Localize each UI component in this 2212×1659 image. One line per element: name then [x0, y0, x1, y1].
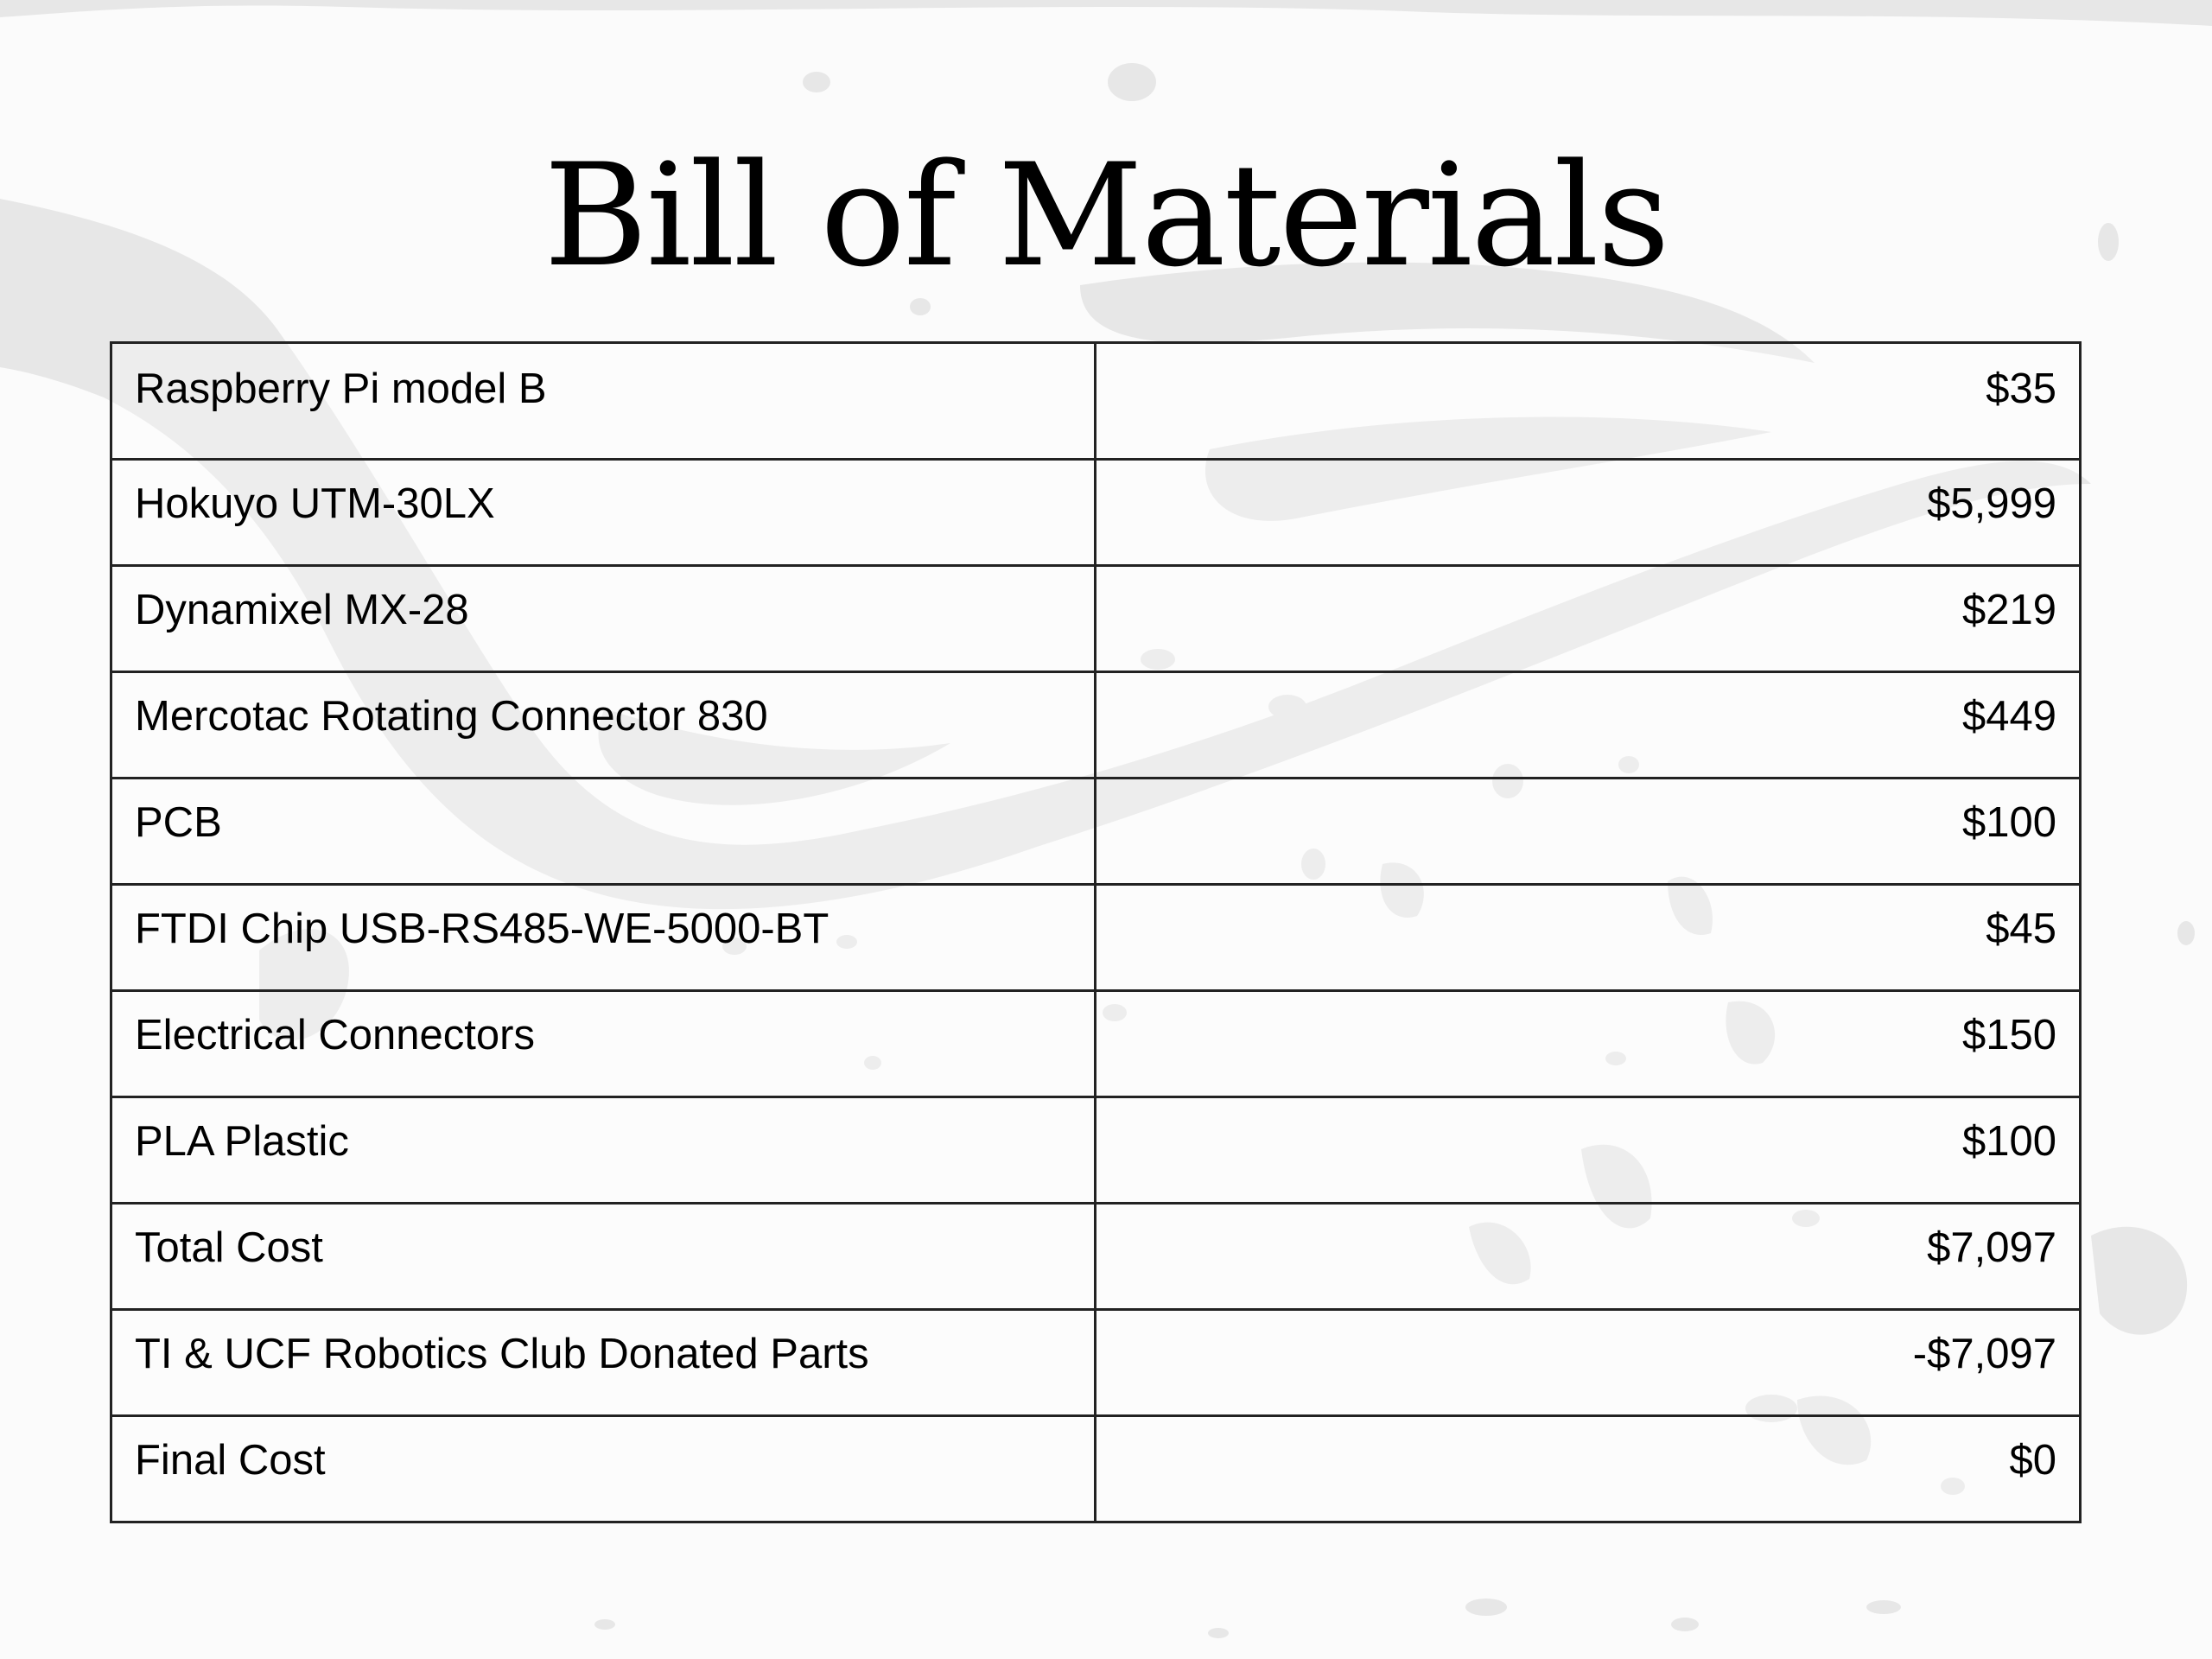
item-cost-cell: $7,097 [1096, 1204, 2081, 1310]
item-cost-cell: $449 [1096, 672, 2081, 779]
table-row [111, 460, 2081, 566]
table-row [111, 343, 2081, 460]
item-name-cell: PCB [111, 779, 1096, 885]
item-cost-cell: $100 [1096, 1097, 2081, 1204]
item-name-cell: Raspberry Pi model B [111, 343, 1096, 460]
total-cost-row [111, 1204, 2081, 1310]
item-name-cell: Final Cost [111, 1416, 1096, 1522]
item-name-cell: Total Cost [111, 1204, 1096, 1310]
item-name-cell: Hokuyo UTM-30LX [111, 460, 1096, 566]
item-name-cell: TI & UCF Robotics Club Donated Parts [111, 1310, 1096, 1416]
item-name-cell: PLA Plastic [111, 1097, 1096, 1204]
item-cost-cell: $100 [1096, 779, 2081, 885]
item-name-cell: Mercotac Rotating Connector 830 [111, 672, 1096, 779]
table-row [111, 885, 2081, 991]
item-name-cell: Dynamixel MX-28 [111, 566, 1096, 672]
item-cost-cell: -$7,097 [1096, 1310, 2081, 1416]
table-row [111, 566, 2081, 672]
table-row [111, 672, 2081, 779]
item-name-cell: Electrical Connectors [111, 991, 1096, 1097]
table-row [111, 779, 2081, 885]
final-cost-row [111, 1416, 2081, 1522]
item-cost-cell: $150 [1096, 991, 2081, 1097]
item-cost-cell: $219 [1096, 566, 2081, 672]
item-cost-cell: $5,999 [1096, 460, 2081, 566]
table-row [111, 1097, 2081, 1204]
bill-of-materials-table [110, 341, 2082, 1523]
slide-title: Bill of Materials [543, 133, 1669, 298]
item-cost-cell: $0 [1096, 1416, 2081, 1522]
item-cost-cell: $35 [1096, 343, 2081, 460]
item-cost-cell: $45 [1096, 885, 2081, 991]
table-row [111, 991, 2081, 1097]
item-name-cell: FTDI Chip USB-RS485-WE-5000-BT [111, 885, 1096, 991]
donated-parts-row [111, 1310, 2081, 1416]
